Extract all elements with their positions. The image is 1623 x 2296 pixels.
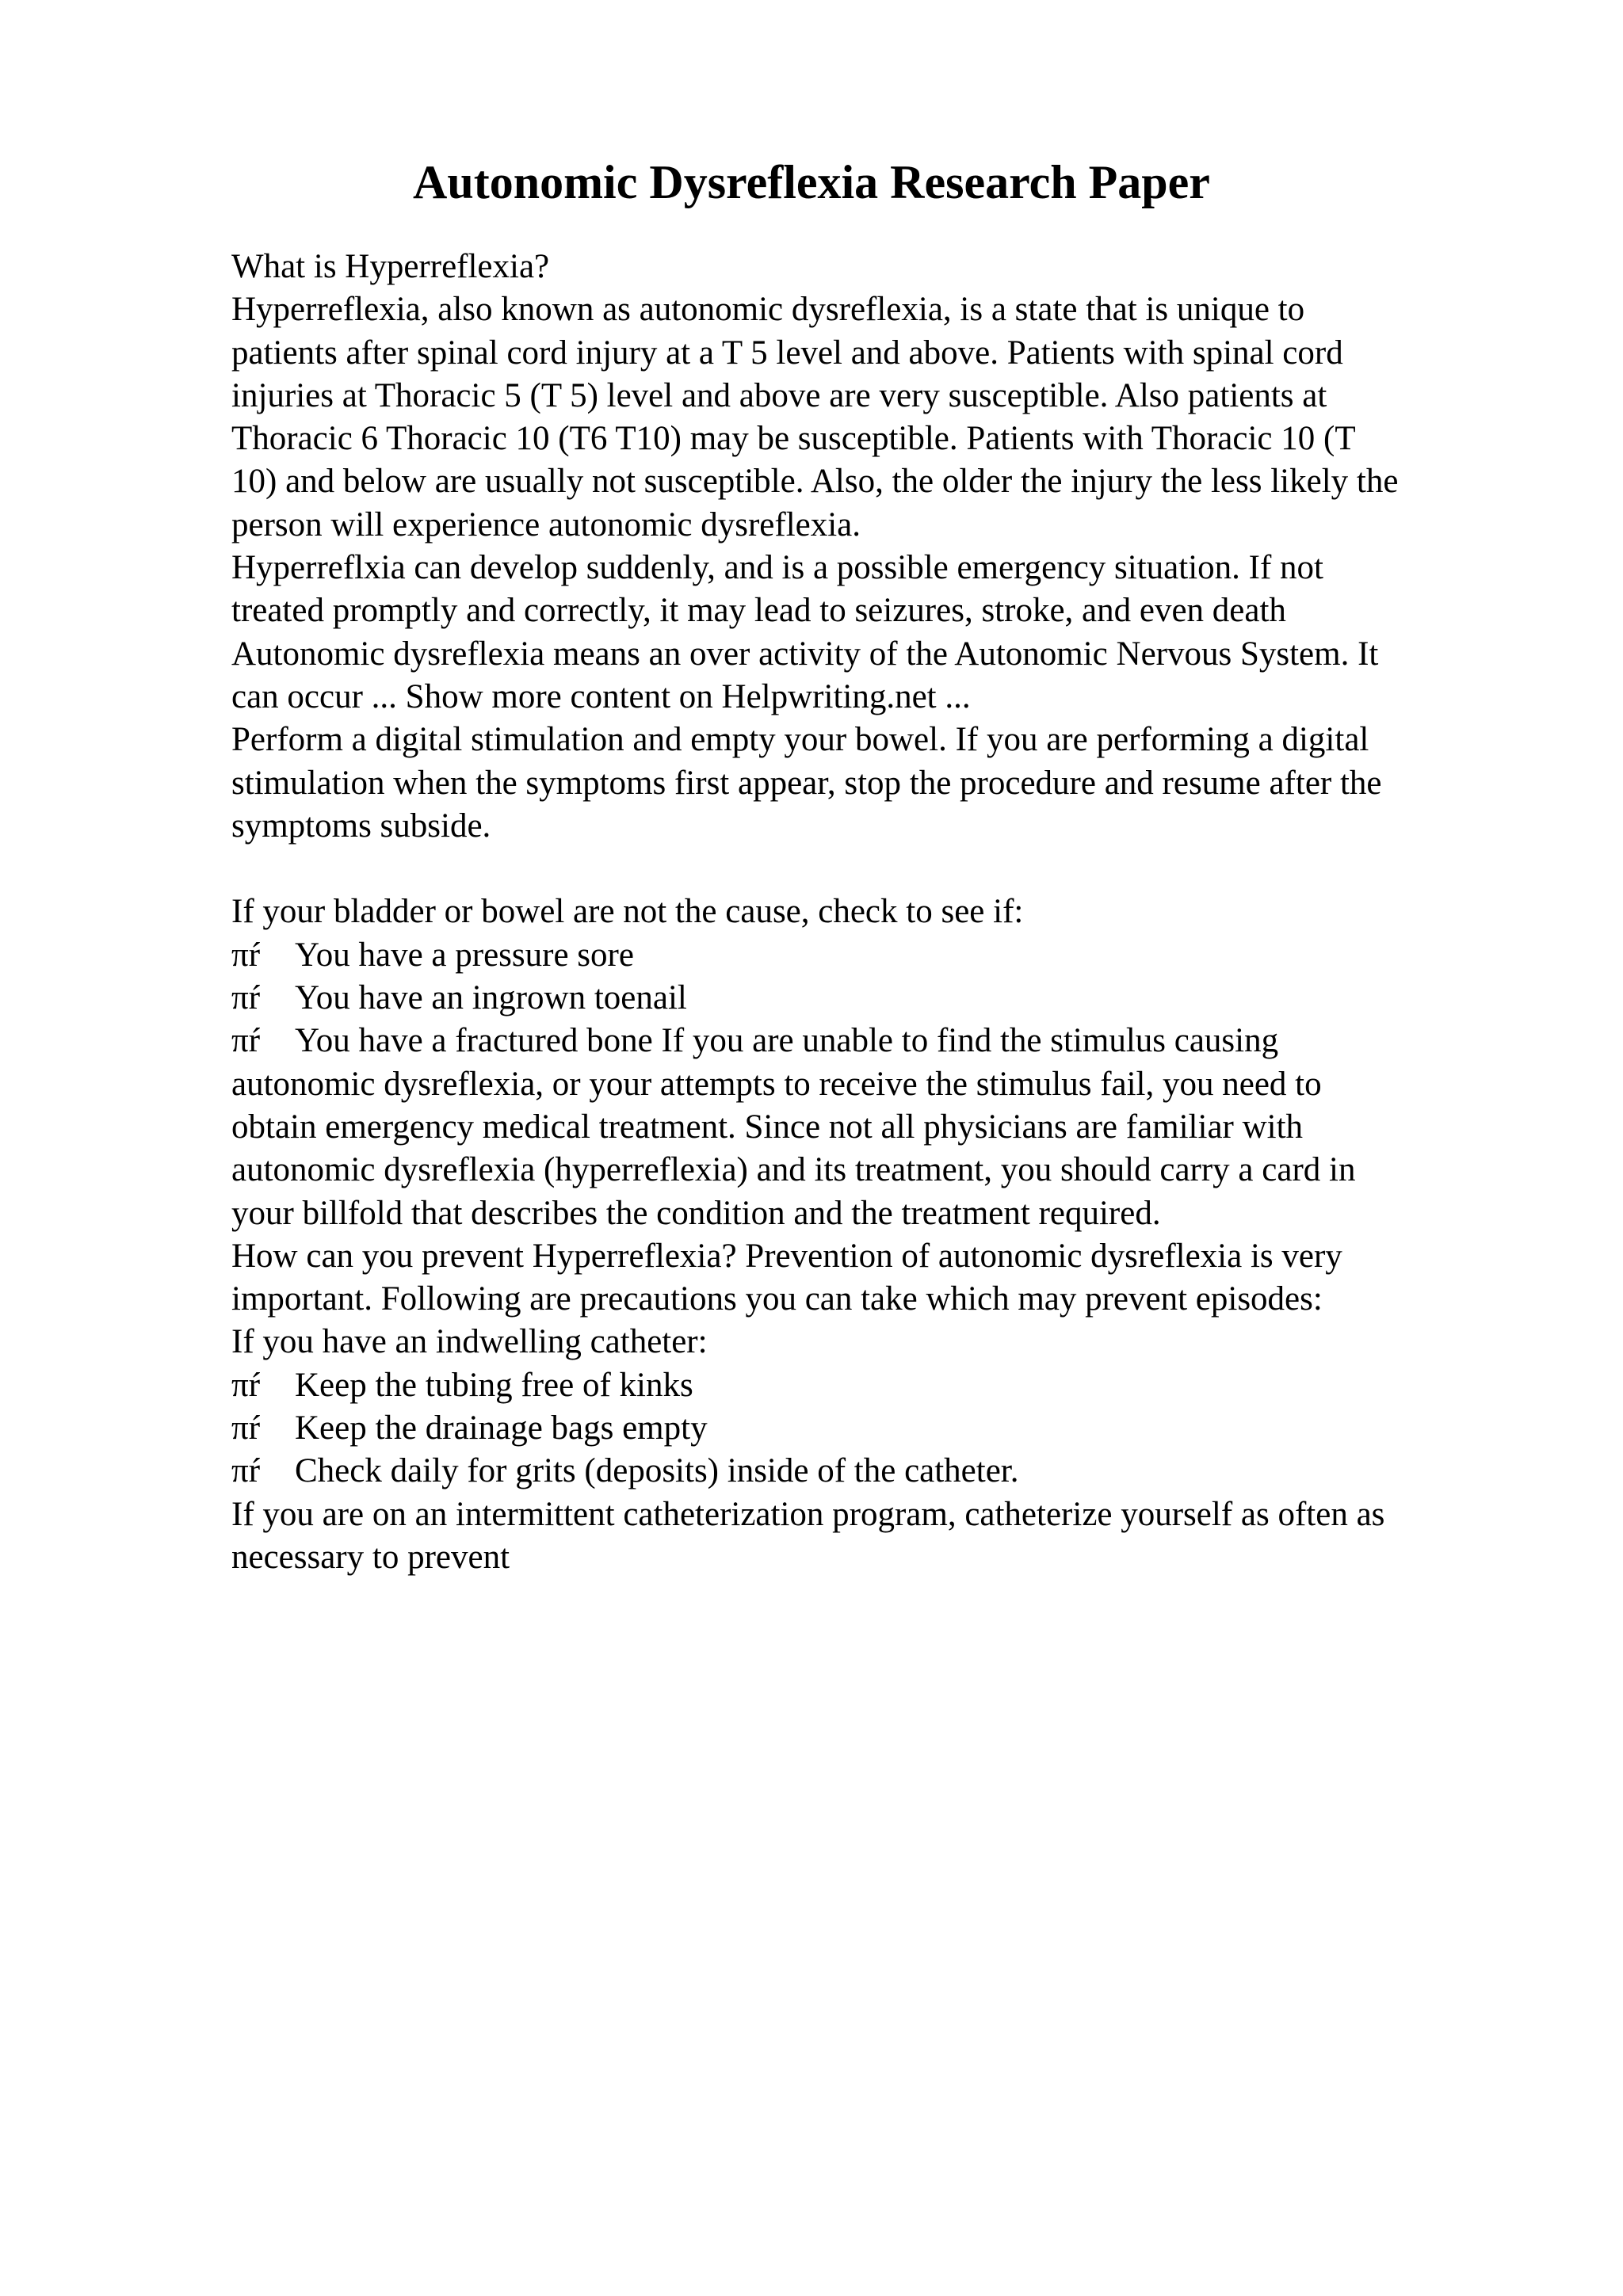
body-line: Hyperreflxia can develop suddenly, and is a possible emergency situation. If not: [231, 549, 1323, 587]
bullet-glyph: πŕ: [231, 936, 261, 974]
blank-line: [231, 848, 1499, 891]
body-line: Thoracic 6 Thoracic 10 (T6 T10) may be susceptible. Patients with Thoracic 10 (T: [231, 420, 1356, 458]
body-line: person will experience autonomic dysreflexia.: [231, 505, 861, 543]
bullet-item: [231, 977, 1499, 1020]
body-line: stimulation when the symptoms first appear, stop the procedure and resume after the: [231, 764, 1382, 802]
bullet-item: [231, 1450, 1499, 1493]
body-line: autonomic dysreflexia (hyperreflexia) and its treatment, you should carry a card in: [231, 1151, 1356, 1189]
bullet-glyph: πŕ: [231, 1022, 261, 1060]
bullet-text: Check daily for grits (deposits) inside of the catheter.: [295, 1452, 1019, 1490]
bullet-item: [231, 934, 1499, 977]
body-line: your billfold that describes the condition and the treatment required.: [231, 1194, 1161, 1232]
body-line: If you are on an intermittent catheterization program, catheterize yourself as often as: [231, 1495, 1385, 1533]
body-line: If your bladder or bowel are not the cause, check to see if:: [231, 893, 1024, 931]
bullet-text: You have a fractured bone If you are unable to find the stimulus causing: [295, 1022, 1279, 1060]
bullet-glyph: πŕ: [231, 1409, 261, 1447]
bullet-item: [231, 1364, 1499, 1407]
body-line: injuries at Thoracic 5 (T 5) level and above are very susceptible. Also patients at: [231, 376, 1327, 414]
body-line: Hyperreflexia, also known as autonomic dysreflexia, is a state that is unique to: [231, 291, 1305, 329]
body-line: How can you prevent Hyperreflexia? Prevention of autonomic dysreflexia is very: [231, 1237, 1342, 1275]
bullet-glyph: πŕ: [231, 1452, 261, 1490]
bullet-item: [231, 1020, 1499, 1062]
body-line: If you have an indwelling catheter:: [231, 1323, 708, 1361]
body-line: symptoms subside.: [231, 807, 491, 845]
body-line: treated promptly and correctly, it may lead to seizures, stroke, and even death: [231, 592, 1286, 630]
body-line: Perform a digital stimulation and empty your bowel. If you are performing a digital: [231, 721, 1369, 759]
body-line: necessary to prevent: [231, 1538, 510, 1576]
bullet-text: Keep the tubing free of kinks: [295, 1366, 693, 1404]
document-body: [231, 246, 1499, 1579]
body-line: patients after spinal cord injury at a T 5 level and above. Patients with spinal cord: [231, 334, 1343, 372]
body-line: obtain emergency medical treatment. Since not all physicians are familiar with: [231, 1108, 1304, 1146]
body-line: autonomic dysreflexia, or your attempts to receive the stimulus fail, you need to: [231, 1065, 1322, 1103]
bullet-text: Keep the drainage bags empty: [295, 1409, 708, 1447]
bullet-glyph: πŕ: [231, 1366, 261, 1404]
body-line: What is Hyperreflexia?: [231, 248, 550, 285]
body-line: important. Following are precautions you can take which may prevent episodes:: [231, 1280, 1323, 1318]
bullet-text: You have a pressure sore: [295, 936, 634, 974]
body-line: Autonomic dysreflexia means an over activity of the Autonomic Nervous System. It: [231, 635, 1379, 673]
bullet-item: [231, 1407, 1499, 1450]
body-line: 10) and below are usually not susceptible. Also, the older the injury the less likely the: [231, 463, 1399, 501]
body-line: can occur ... Show more content on Helpwriting.net ...: [231, 677, 971, 715]
bullet-glyph: πŕ: [231, 979, 261, 1017]
bullet-text: You have an ingrown toenail: [295, 979, 687, 1017]
document-title: Autonomic Dysreflexia Research Paper: [413, 156, 1210, 208]
